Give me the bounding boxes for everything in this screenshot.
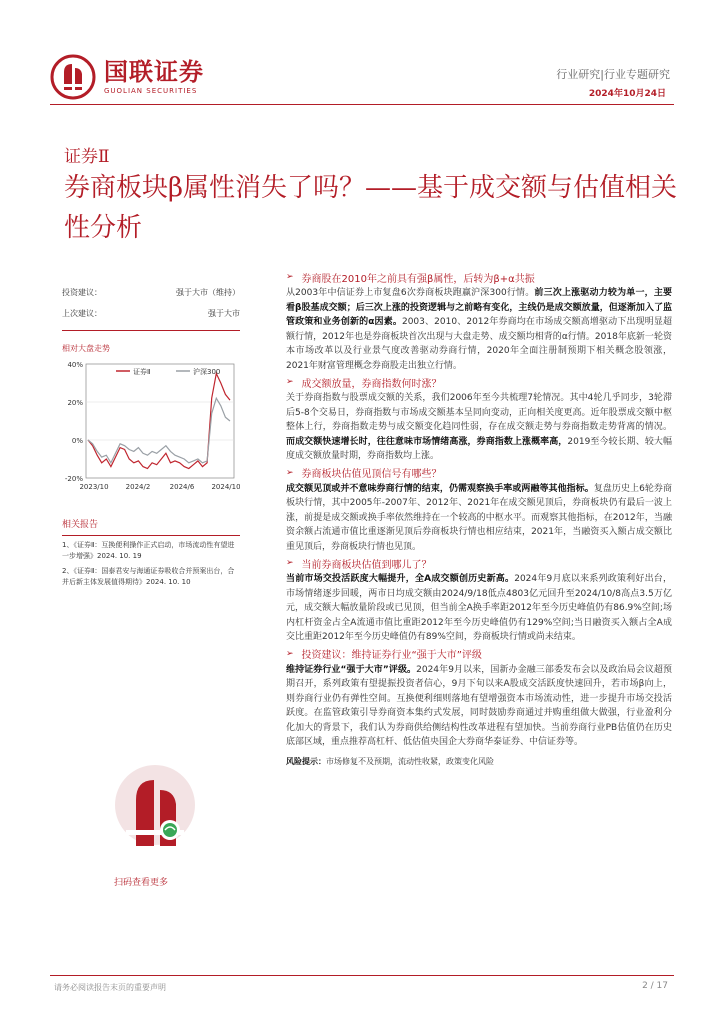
para-bold: 当前市场交投活跃度大幅提升，全A成交额创历史新高。 xyxy=(286,574,515,584)
section-paragraph xyxy=(286,286,672,373)
relative-performance-chart xyxy=(62,356,240,501)
qr-label: 扫码查看更多 xyxy=(114,878,169,888)
related-report-2[interactable]: 2、《证券Ⅱ：国泰君安与海通证券吸收合并预案出台，合并后新主体发展值得期待》2024. 10. 10 xyxy=(62,567,235,586)
section-heading xyxy=(286,464,672,482)
para-bold: 前三次上涨驱动力较为单一，主要看β股基成交额；后三次上涨的投资逻辑与之前略有变化，主线仍是成交额放量，但逐渐加入了监管政策和业务创新的α因素。 xyxy=(286,288,672,327)
guolian-logo-icon xyxy=(50,54,96,100)
para-text-2: 2019至今较长期、较大幅度成交额放量时期，券商指数均上涨。 xyxy=(286,436,672,461)
section-5 xyxy=(286,645,672,750)
section-paragraph xyxy=(286,482,672,555)
page-number: 2 / 17 xyxy=(642,981,668,991)
y-tick-label: -20% xyxy=(64,475,83,483)
report-date: 2024年10月24日 xyxy=(588,89,666,99)
section-heading xyxy=(286,373,672,391)
header-divider xyxy=(50,104,674,105)
x-tick-label: 2024/6 xyxy=(169,483,195,491)
report-type: 行业研究|行业专题研究 xyxy=(556,68,670,81)
section-heading-text: 券商板块估值见顶信号有哪些？ xyxy=(301,469,442,480)
footer-divider xyxy=(50,975,674,976)
para-text-2: 2003、2010、2012年券商均在市场成交额高增驱动下出现明显超额行情，2012年也是券商板块首次出现与大盘走势、成交额均相背的α行情。2018年底新一轮资本市场改革以及行业景气度改善驱动券商行情，2020年全面注册制预期下相关概念股领涨，2021年财富管理概念券商股走出独立行情。 xyxy=(286,317,673,371)
section-paragraph xyxy=(286,663,672,750)
para-text: 2024年9月以来，国新办金融三部委发布会以及政治局会议超预期召开，系列政策有望提振投资者信心，9月下旬以来A股成交活跃度快速回升，若市场β向上，则券商行业仍有弹性空间。互换便利细则落地有望增强资本市场流动性，进一步提升市场交投活跃度。在监管政策引导券商资本集约式发展，同时鼓励券商通过并购重组做大做强，行业盈利分化加大的背景下，我们认为券商供给侧结构性改革进程有望加快。当前券商行业PB估值仍在历史底部区域，重点推荐高杠杆、低估值央国企大券商华泰证券、中信证券等。 xyxy=(286,664,672,747)
related-report-1[interactable]: 1、《证券Ⅱ：互换便利操作正式启动，市场流动性有望进一步增强》2024. 10. 19 xyxy=(62,541,235,560)
risk-warning xyxy=(286,756,672,767)
legend-label: 沪深300 xyxy=(193,368,221,376)
para-bold: 而成交额快速增长时，往往意味市场情绪高涨，券商指数上涨概率高， xyxy=(286,436,568,447)
section-heading xyxy=(286,554,672,572)
left-column xyxy=(62,282,240,588)
para-text: 2024年9月底以来系列政策利好出台，市场情绪逐步回暖，两市日均成交额由2024/9/18低点4803亿元回升至2024/10/8高点3.5万亿元，成交额大幅放量阶段或已见顶，但当前全A换手率距2012年至今历史峰值仍有86.9%空间;场内杠杆资金占全A流通市值比重距2012年至今历史峰值仍有129%空间;当日融资买入额占全A成交比重距2012年至今历史峰值仍有89%空间，券商板块行情或尚未结束。 xyxy=(286,574,672,642)
main-content xyxy=(286,268,672,767)
rating-label: 投资建议： xyxy=(62,288,102,297)
section-heading-text: 投资建议：维持证券行业“强于大市”评级 xyxy=(301,650,482,661)
left-divider xyxy=(62,330,240,331)
arrow-icon: ➢ xyxy=(286,377,294,387)
chart-svg xyxy=(62,356,240,501)
sector-name: 证券Ⅱ xyxy=(64,147,110,167)
risk-text: 市场修复不及预期，流动性收紧，政策变化风险 xyxy=(326,756,494,766)
x-tick-label: 2023/10 xyxy=(79,483,109,491)
x-tick-label: 2024/2 xyxy=(125,483,151,491)
logo-en: GUOLIAN SECURITIES xyxy=(104,87,198,95)
section-1 xyxy=(286,268,672,373)
logo-cn: 国联证券 xyxy=(104,58,204,86)
para-text: 关于券商指数与股票成交额的关系，我们2006年至今共梳理7轮情况。其中4轮几乎同步，3轮滞后5-8个交易日，券商指数与市场成交额基本呈同向变动，正向相关度更高。近年股票成交额中枢整体上行，券商指数走势与成交额变化趋同性弱，存在成交额走势与券商指数走势背离的情况。 xyxy=(286,393,672,432)
section-3 xyxy=(286,464,672,555)
y-tick-label: 0% xyxy=(71,437,83,445)
related-divider xyxy=(62,535,240,536)
section-heading-text: 成交额放量，券商指数何时涨？ xyxy=(301,378,442,390)
section-paragraph xyxy=(286,391,672,464)
section-heading xyxy=(286,645,672,663)
section-paragraph xyxy=(286,572,672,645)
section-4 xyxy=(286,554,672,645)
logo xyxy=(50,52,240,102)
report-title: 券商板块β属性消失了吗？——基于成交额与估值相关性分析 xyxy=(64,173,678,243)
prev-rating-value: 强于大市 xyxy=(208,309,240,318)
series-line-0 xyxy=(88,374,230,469)
chart-title: 相对大盘走势 xyxy=(62,344,110,353)
rating-value: 强于大市（维持） xyxy=(176,288,240,297)
x-tick-label: 2024/10 xyxy=(211,483,240,491)
legend-label: 证券Ⅱ xyxy=(133,368,151,376)
arrow-icon: ➢ xyxy=(286,558,294,568)
qr-code-icon[interactable] xyxy=(110,760,200,868)
section-2 xyxy=(286,373,672,464)
prev-rating-label: 上次建议： xyxy=(62,309,102,318)
para-bold: 维持证券行业“强于大市”评级。 xyxy=(286,664,417,675)
arrow-icon: ➢ xyxy=(286,467,294,478)
rating-row xyxy=(62,282,240,303)
para-bold: 成交额见顶或并不意味券商行情的结束，仍需观察换手率或两融等其他指标。 xyxy=(286,483,594,494)
section-heading xyxy=(286,268,672,286)
series-line-1 xyxy=(88,398,230,463)
y-tick-label: 20% xyxy=(67,399,83,407)
arrow-icon: ➢ xyxy=(286,648,294,659)
risk-label: 风险提示： xyxy=(286,756,326,766)
related-reports-title: 相关报告 xyxy=(62,520,99,530)
section-heading-text: 券商股在2010年之前具有强β属性，后转为β+α共振 xyxy=(301,273,535,285)
footer-disclaimer: 请务必阅读报告末页的重要声明 xyxy=(54,983,166,992)
section-heading-text: 当前券商板块估值到哪儿了？ xyxy=(301,559,432,571)
y-tick-label: 40% xyxy=(67,361,83,369)
para-text: 复盘历史上6轮券商板块行情，其中2005年-2007年、2012年、2021年在成交额见顶后，券商板块仍有最后一波上涨，前提是成交额或换手率依然维持在一个较高的中枢水平。而观察其他指标，在2012年，当融资余额占流通市值比重逐渐见顶后券商板块行情也相应结束，2021年，当融资买入额占成交额比重见顶后，券商板块行情也见顶。 xyxy=(286,483,672,552)
para-text: 从2003年中信证券上市复盘6次券商板块跑赢沪深300行情。 xyxy=(286,288,535,298)
prev-rating-row xyxy=(62,303,240,324)
arrow-icon: ➢ xyxy=(286,272,294,282)
